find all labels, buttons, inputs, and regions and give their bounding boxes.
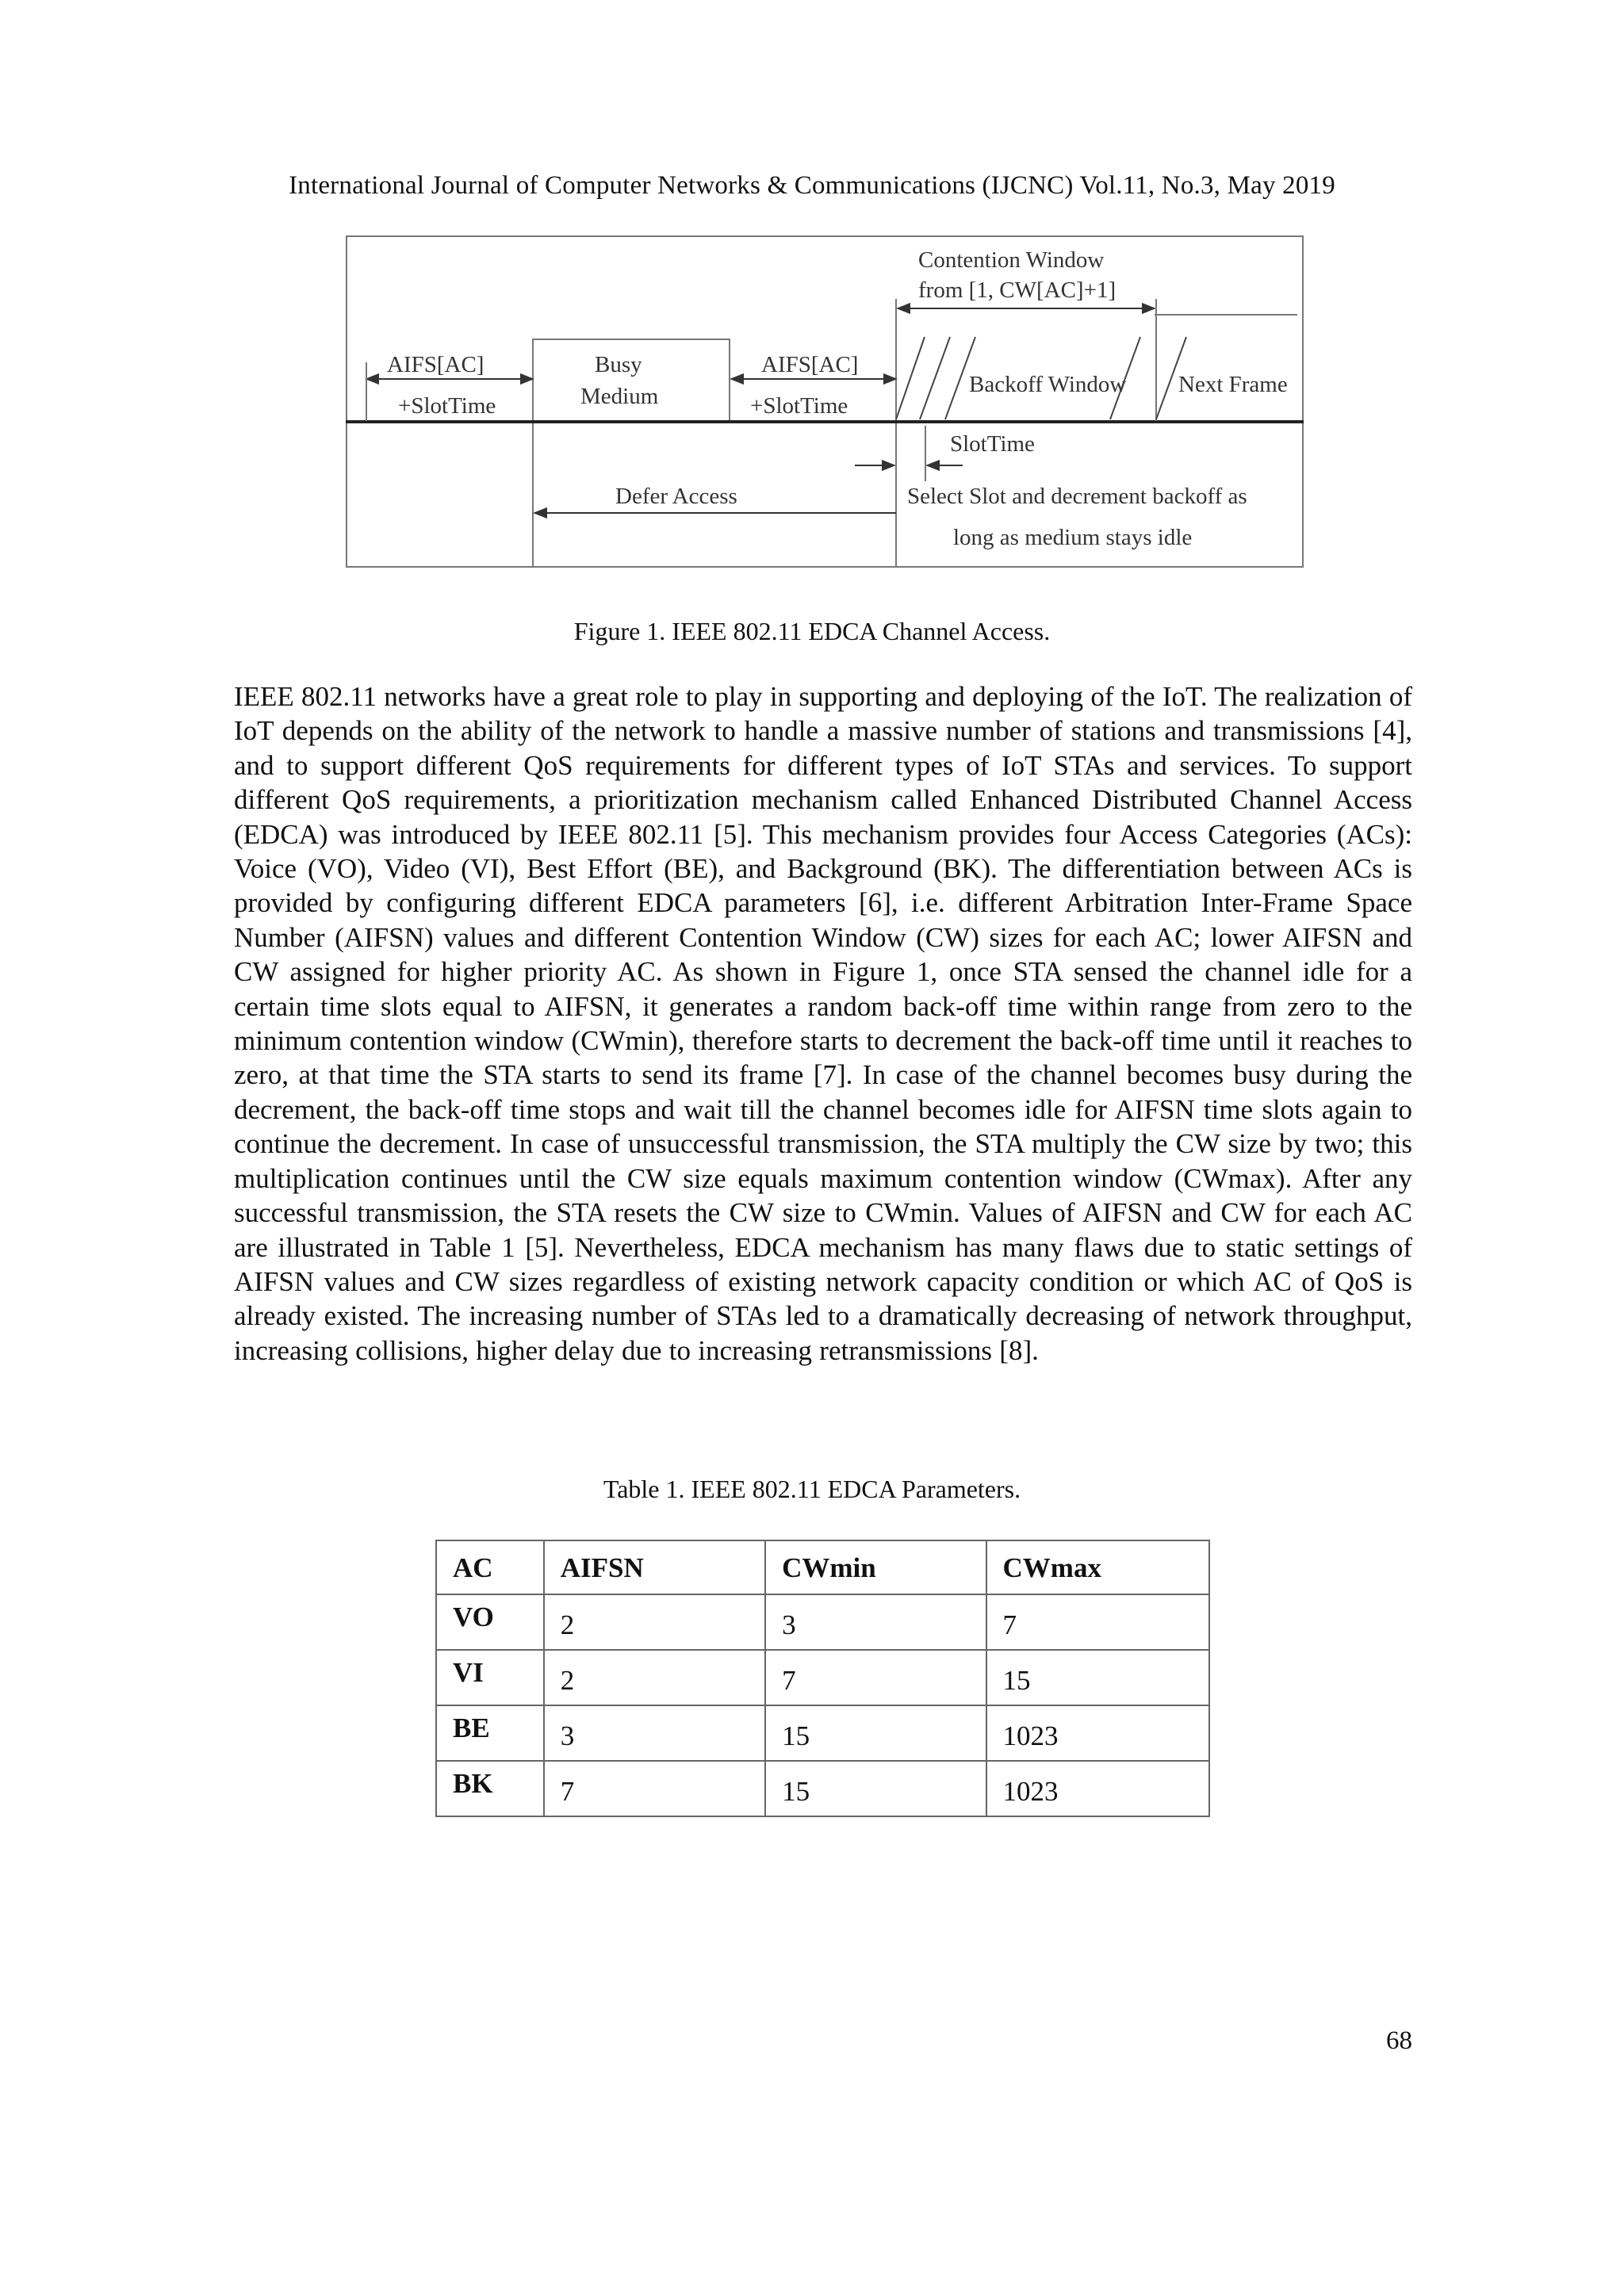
header-ac: AC (436, 1540, 544, 1594)
cell-ac: BK (436, 1761, 544, 1816)
contention-window-range: from [1, CW[AC]+1] (918, 277, 1116, 303)
cell-cwmin: 7 (765, 1650, 986, 1705)
cell-aifsn: 2 (544, 1650, 765, 1705)
cell-cwmax: 1023 (986, 1705, 1209, 1761)
backoff-window-label: Backoff Window (969, 372, 1127, 397)
header-aifsn: AIFSN (544, 1540, 765, 1594)
cell-ac: VO (436, 1594, 544, 1650)
table-row (436, 1594, 1209, 1650)
header-cwmin: CWmin (765, 1540, 986, 1594)
cell-aifsn: 2 (544, 1594, 765, 1650)
cell-aifsn: 7 (544, 1761, 765, 1816)
cell-cwmin: 3 (765, 1594, 986, 1650)
cell-cwmax: 15 (986, 1650, 1209, 1705)
aifs-right-slottime: +SlotTime (750, 393, 848, 419)
running-header: International Journal of Computer Networks & Communications (IJCNC) Vol.11, No.3, May 2019 (289, 171, 1335, 200)
aifs-left-slottime: +SlotTime (398, 393, 496, 419)
next-frame-label: Next Frame (1178, 372, 1288, 397)
figure-caption: Figure 1. IEEE 802.11 EDCA Channel Access. (573, 617, 1051, 645)
medium-idle-label: long as medium stays idle (953, 525, 1193, 550)
contention-window-label: Contention Window (918, 247, 1105, 273)
defer-access-label: Defer Access (615, 484, 737, 509)
cell-cwmin: 15 (765, 1761, 986, 1816)
aifs-right-label: AIFS[AC] (761, 352, 859, 377)
header-cwmax: CWmax (986, 1540, 1209, 1594)
cell-cwmax: 1023 (986, 1761, 1209, 1816)
cell-ac: BE (436, 1705, 544, 1761)
cell-cwmin: 15 (765, 1705, 986, 1761)
page-number: 68 (1386, 2026, 1412, 2055)
medium-label: Medium (580, 384, 659, 409)
cell-aifsn: 3 (544, 1705, 765, 1761)
table-row (436, 1761, 1209, 1816)
busy-label: Busy (595, 352, 642, 377)
cell-cwmax: 7 (986, 1594, 1209, 1650)
edca-channel-access-diagram (346, 235, 1304, 568)
body-paragraph (234, 679, 1412, 1368)
edca-parameters-table (435, 1540, 1210, 1817)
aifs-left-label: AIFS[AC] (387, 352, 485, 377)
table-caption: Table 1. IEEE 802.11 EDCA Parameters. (603, 1475, 1021, 1503)
table-row (436, 1650, 1209, 1705)
slot-time-label: SlotTime (950, 431, 1035, 457)
table-row (436, 1705, 1209, 1761)
paragraph-text: IEEE 802.11 networks have a great role to play in supporting and deploying of the IoT. The realization of IoT depends on the ability of the network to handle a massive number of stations and transmissions [4], and to support different QoS requirements for different types of IoT STAs and services. To support different QoS requirements, a prioritization mechanism called Enhanced Distributed Channel Access (EDCA) was introduced by IEEE 802.11 [5]. This mechanism provides four Access Categories (ACs): Voice (VO), Video (VI), Best Effort (BE), and Background (BK). The differentiation between ACs is provided by configuring different EDCA parameters [6], i.e. different Arbitration Inter-Frame Space Number (AIFSN) values and different Contention Window (CW) sizes for each AC; lower AIFSN and CW assigned for higher priority AC. As shown in Figure 1, once STA sensed the channel idle for a certain time slots equal to AIFSN, it generates a random back-off time within range from zero to the minimum contention window (CWmin), therefore starts to decrement the back-off time until it reaches to zero, at that time the STA starts to send its frame [7]. In case of the channel becomes busy during the decrement, the back-off time stops and wait till the channel becomes idle for AIFSN time slots again to continue the decrement. In case of unsuccessful transmission, the STA multiply the CW size by two; this multiplication continues until the CW size equals maximum contention window (CWmax). After any successful transmission, the STA resets the CW size to CWmin. Values of AIFSN and CW for each AC are illustrated in Table 1 [5]. Nevertheless, EDCA mechanism has many flaws due to static settings of AIFSN values and CW sizes regardless of existing network capacity condition or which AC of QoS is already existed. The increasing number of STAs led to a dramatically decreasing of network throughput, increasing collisions, higher delay due to increasing retransmissions [8]. (234, 681, 1412, 1366)
table-header-row (436, 1540, 1209, 1594)
select-slot-label: Select Slot and decrement backoff as (907, 484, 1247, 509)
cell-ac: VI (436, 1650, 544, 1705)
